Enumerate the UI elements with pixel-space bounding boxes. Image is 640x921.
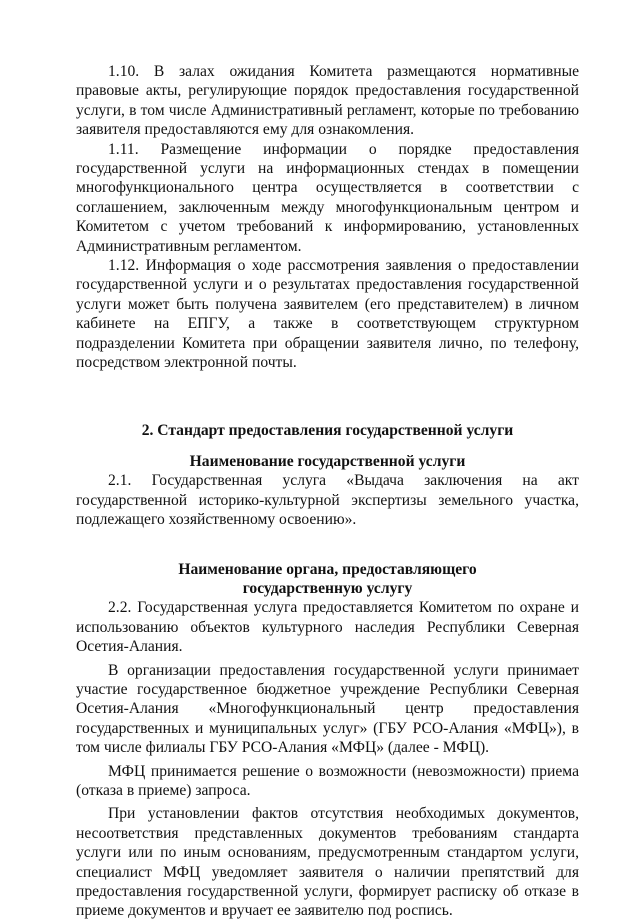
paragraph-mfc-refusal: При установлении фактов отсутствия необходимых документов, несоответствия представленных документов требованиям стандарта услуги или по иным основаниям, предусмотренным стандартом услуги, специалист МФЦ уведомляет заявителя о наличии препятствий для предоставления государственной услуги, формирует расписку об отказе в приеме документов и вручает ее заявителю под роспись. [76,805,579,920]
paragraph-1-10: 1.10. В залах ожидания Комитета размещаются нормативные правовые акты, регулирующие порядок предоставления государственной услуги, в том числе Административный регламент, которые по требованию заявителя предоставляются ему для ознакомления. [76,63,579,139]
paragraph-2-2: 2.2. Государственная услуга предоставляется Комитетом по охране и использованию объектов культурного наследия Республики Северная Осетия-Алания. [76,599,579,656]
section-title: 2. Стандарт предоставления государственной услуги [141,421,514,439]
document-page [76,62,579,921]
paragraph-1-11: 1.11. Размещение информации о порядке предоставления государственной услуги на информационных стендах в помещении многофункционального центра осуществляется в соответствии с соглашением, заключенным между многофункциональным центром и Комитетом с учетом требований к информированию, установленных Административным регламентом. [76,140,579,255]
subsection-title-authority-line-1: Наименование органа, предоставляющего [178,560,477,578]
subsection-title-authority-line-2: государственную услугу [242,579,413,597]
paragraph-mfc-participation: В организации предоставления государственной услуги принимает участие государственное бюджетное учреждение Республики Северная Осетия-Алания «Многофункциональный центр предоставления государственных и муниципальных услуг» (ГБУ РСО-Алания «МФЦ»), в том числе филиалы ГБУ РСО-Алания «МФЦ» (далее - МФЦ). [76,661,579,757]
paragraph-mfc-decision: МФЦ принимается решение о возможности (невозможности) приема (отказа в приеме) запроса. [76,762,579,799]
subsection-title-service-name: Наименование государственной услуги [189,452,466,470]
paragraph-1-12: 1.12. Информация о ходе рассмотрения заявления о предоставлении государственной услуги и о результатах предоставления государственной услуги может быть получена заявителем (его представителем) в личном кабинете на ЕПГУ, а также в соответствующем структурном подразделении Комитета при обращении заявителя лично, по телефону, посредством электронной почты. [76,257,579,372]
paragraph-2-1: 2.1. Государственная услуга «Выдача заключения на акт государственной историко-культурной экспертизы земельного участка, подлежащего хозяйственному освоению». [76,472,579,529]
